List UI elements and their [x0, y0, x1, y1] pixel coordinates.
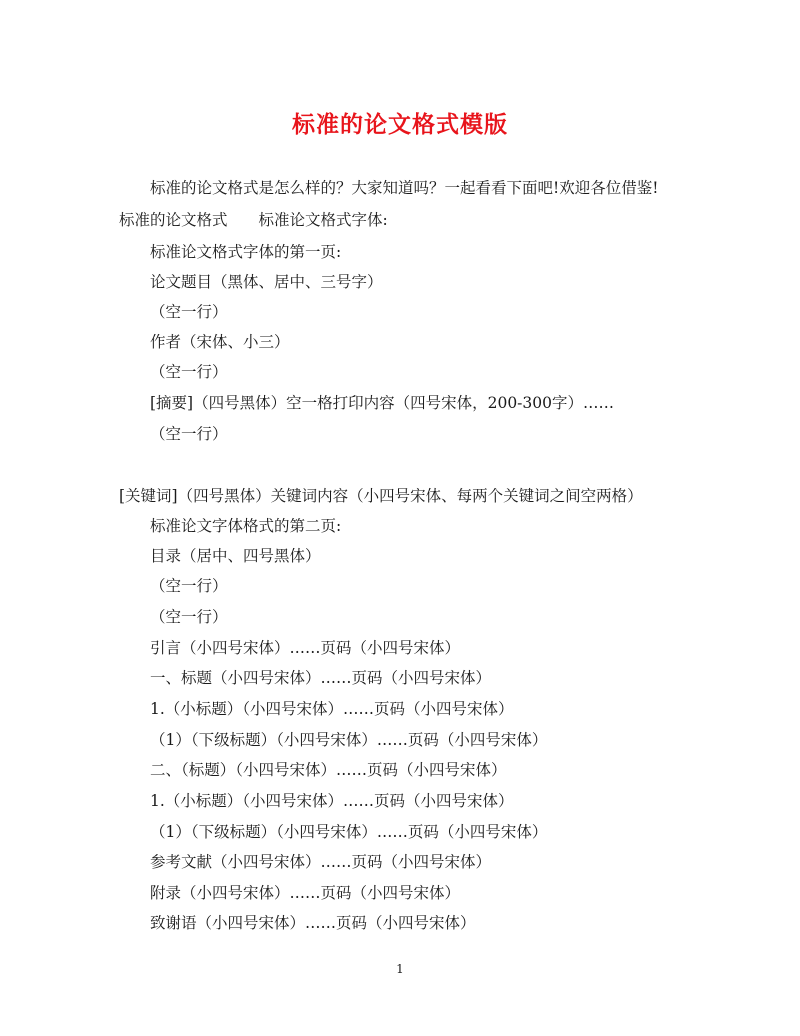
blank-line-note: （空一行）: [150, 303, 228, 321]
toc-entry: 引言（小四号宋体）……页码（小四号宋体）: [150, 639, 461, 657]
blank-line-note: （空一行）: [150, 425, 228, 443]
toc-entry: （1）（下级标题）（小四号宋体）……页码（小四号宋体）: [150, 823, 548, 841]
author-format: 作者（宋体、小三）: [150, 333, 290, 351]
second-page-heading: 标准论文字体格式的第二页:: [150, 517, 342, 535]
document-title: 标准的论文格式模版: [292, 111, 508, 138]
blank-line-note: （空一行）: [150, 577, 228, 595]
toc-entry: 1.（小标题）（小四号宋体）……页码（小四号宋体）: [150, 700, 514, 718]
blank-line-note: （空一行）: [150, 363, 228, 381]
intro-line: 标准的论文格式是怎么样的？大家知道吗？一起看看下面吧!欢迎各位借鉴!: [150, 179, 659, 197]
page-number: 1: [396, 962, 404, 976]
toc-entry: 二、（标题）（小四号宋体）……页码（小四号宋体）: [150, 761, 507, 779]
section-heading-line: 标准的论文格式 标准论文格式字体:: [119, 211, 388, 229]
keywords-format: [关键词]（四号黑体）关键词内容（小四号宋体、每两个关键词之间空两格）: [119, 487, 643, 505]
toc-entry: 附录（小四号宋体）……页码（小四号宋体）: [150, 884, 461, 902]
toc-entry: 1.（小标题）（小四号宋体）……页码（小四号宋体）: [150, 792, 514, 810]
toc-entry: 致谢语（小四号宋体）……页码（小四号宋体）: [150, 914, 476, 932]
first-page-heading: 标准论文格式字体的第一页:: [150, 243, 342, 261]
blank-line-note: （空一行）: [150, 608, 228, 626]
toc-entry: 一、标题（小四号宋体）……页码（小四号宋体）: [150, 669, 492, 687]
toc-entry: 参考文献（小四号宋体）……页码（小四号宋体）: [150, 853, 492, 871]
toc-format: 目录（居中、四号黑体）: [150, 547, 321, 565]
toc-entry: （1）（下级标题）（小四号宋体）……页码（小四号宋体）: [150, 731, 548, 749]
paper-title-format: 论文题目（黑体、居中、三号字）: [150, 273, 383, 291]
abstract-format: [摘要]（四号黑体）空一格打印内容（四号宋体，200-300字）……: [150, 394, 615, 412]
